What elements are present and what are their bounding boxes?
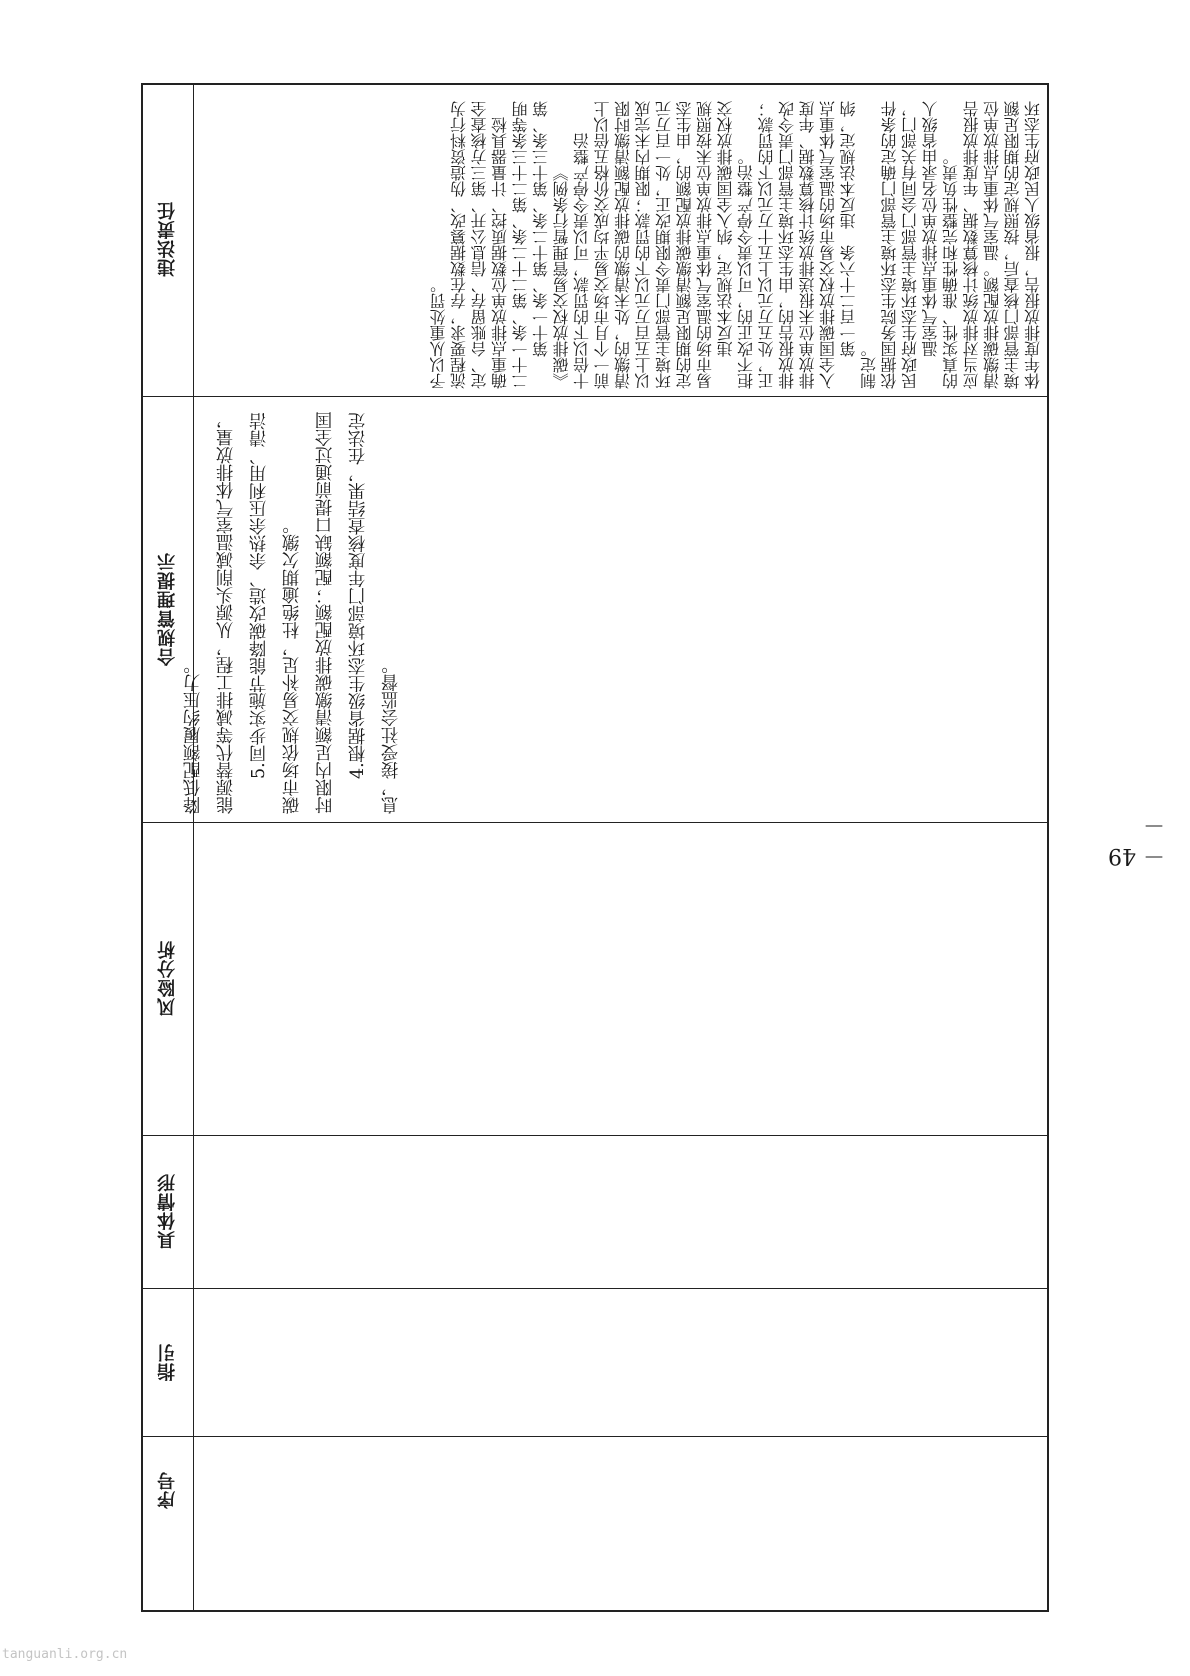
liability-p3: 违反本法规定，纳入全国碳排放权交易市场的温室气体重点排放单位未按照规定的期限足额清缴碳排放配额的，由生态环境主管部门责令限期改正，处一百万元以上五百万元以下的罚款；限期内未完成清缴的，处未清缴的碳排放配额清缴时限前一个月市场交易平均成交价格五倍以上十倍以下的罚款，可以责令停产整治 [572, 101, 735, 389]
compliance-p2: 5.同步实施节能降碳改造、余热余压利用、清洁能源替代等减排工程，从源头削减温室气体排放量，降低配额履约压力。 [183, 411, 269, 814]
row-divider-2 [141, 1288, 1049, 1289]
header-divider [193, 83, 194, 1612]
liability-p1: 温室气体重点排放单位名录由省级人民政府生态环境主管部门会同有关部门，依据国务院生态环境主管部门确定的条件制定。 [859, 101, 940, 389]
row-divider-1 [141, 1436, 1049, 1437]
site-watermark: tanguanli.org.cn [2, 1647, 128, 1662]
row-divider-4 [141, 822, 1049, 823]
header-compliance: 合规管理提示 [157, 552, 178, 666]
header-liability: 违法责任 [157, 201, 178, 278]
liability-p0: 体年度排放报告，报省级人民政府生态环境主管部门核查后，按照规定的期限足额清缴碳排放配额。温室气体重点排放单位应当对排放统计核算数据、年度排放报告的真实性、准确性和完整性负责。 [941, 101, 1043, 389]
header-serial-no: 序号 [157, 1471, 178, 1509]
compliance-p1: 4.根据省级生态环境部门年度核查结果，在法定时限内足额清缴碳排放配额；配额缺口提前通过全国碳市场依规交易补足，杜绝逾期欠缴。 [282, 411, 368, 814]
header-risk: 风险分析 [157, 940, 178, 1017]
liability-p5: 第十一条、第十二条、第十三条、第二十一条、第二十二条、第二十三条等明确重点排放单位数据质控、计量器具检定、台账留存、信息公开、第三方核查全流程要求，存在数据篡改、伪造资料行为予以从重处罚。 [429, 101, 551, 389]
row-divider-3 [141, 1135, 1049, 1136]
header-situation: 具体情形 [157, 1173, 178, 1250]
page-number: － 49 － [1108, 812, 1165, 868]
compliance-p0: 息，接受社会监督。 [381, 656, 401, 814]
liability-text [198, 91, 1044, 389]
liability-p4: 《碳排放权交易管理暂行条例》 [552, 165, 571, 389]
header-guide: 指引 [157, 1343, 178, 1381]
liability-p2: 第一百二十六条 违反本法规定，纳入全国碳排放权交易市场的温室气体重点排放单位未报送排放统计核算数据、年度排放报告的，由生态环境主管部门责令改正，处五万元以上五十万元以下的罚款；拒不改正的，可以责令停产整治。 [736, 101, 858, 389]
row-divider-5 [141, 396, 1049, 397]
compliance-text [183, 404, 408, 814]
